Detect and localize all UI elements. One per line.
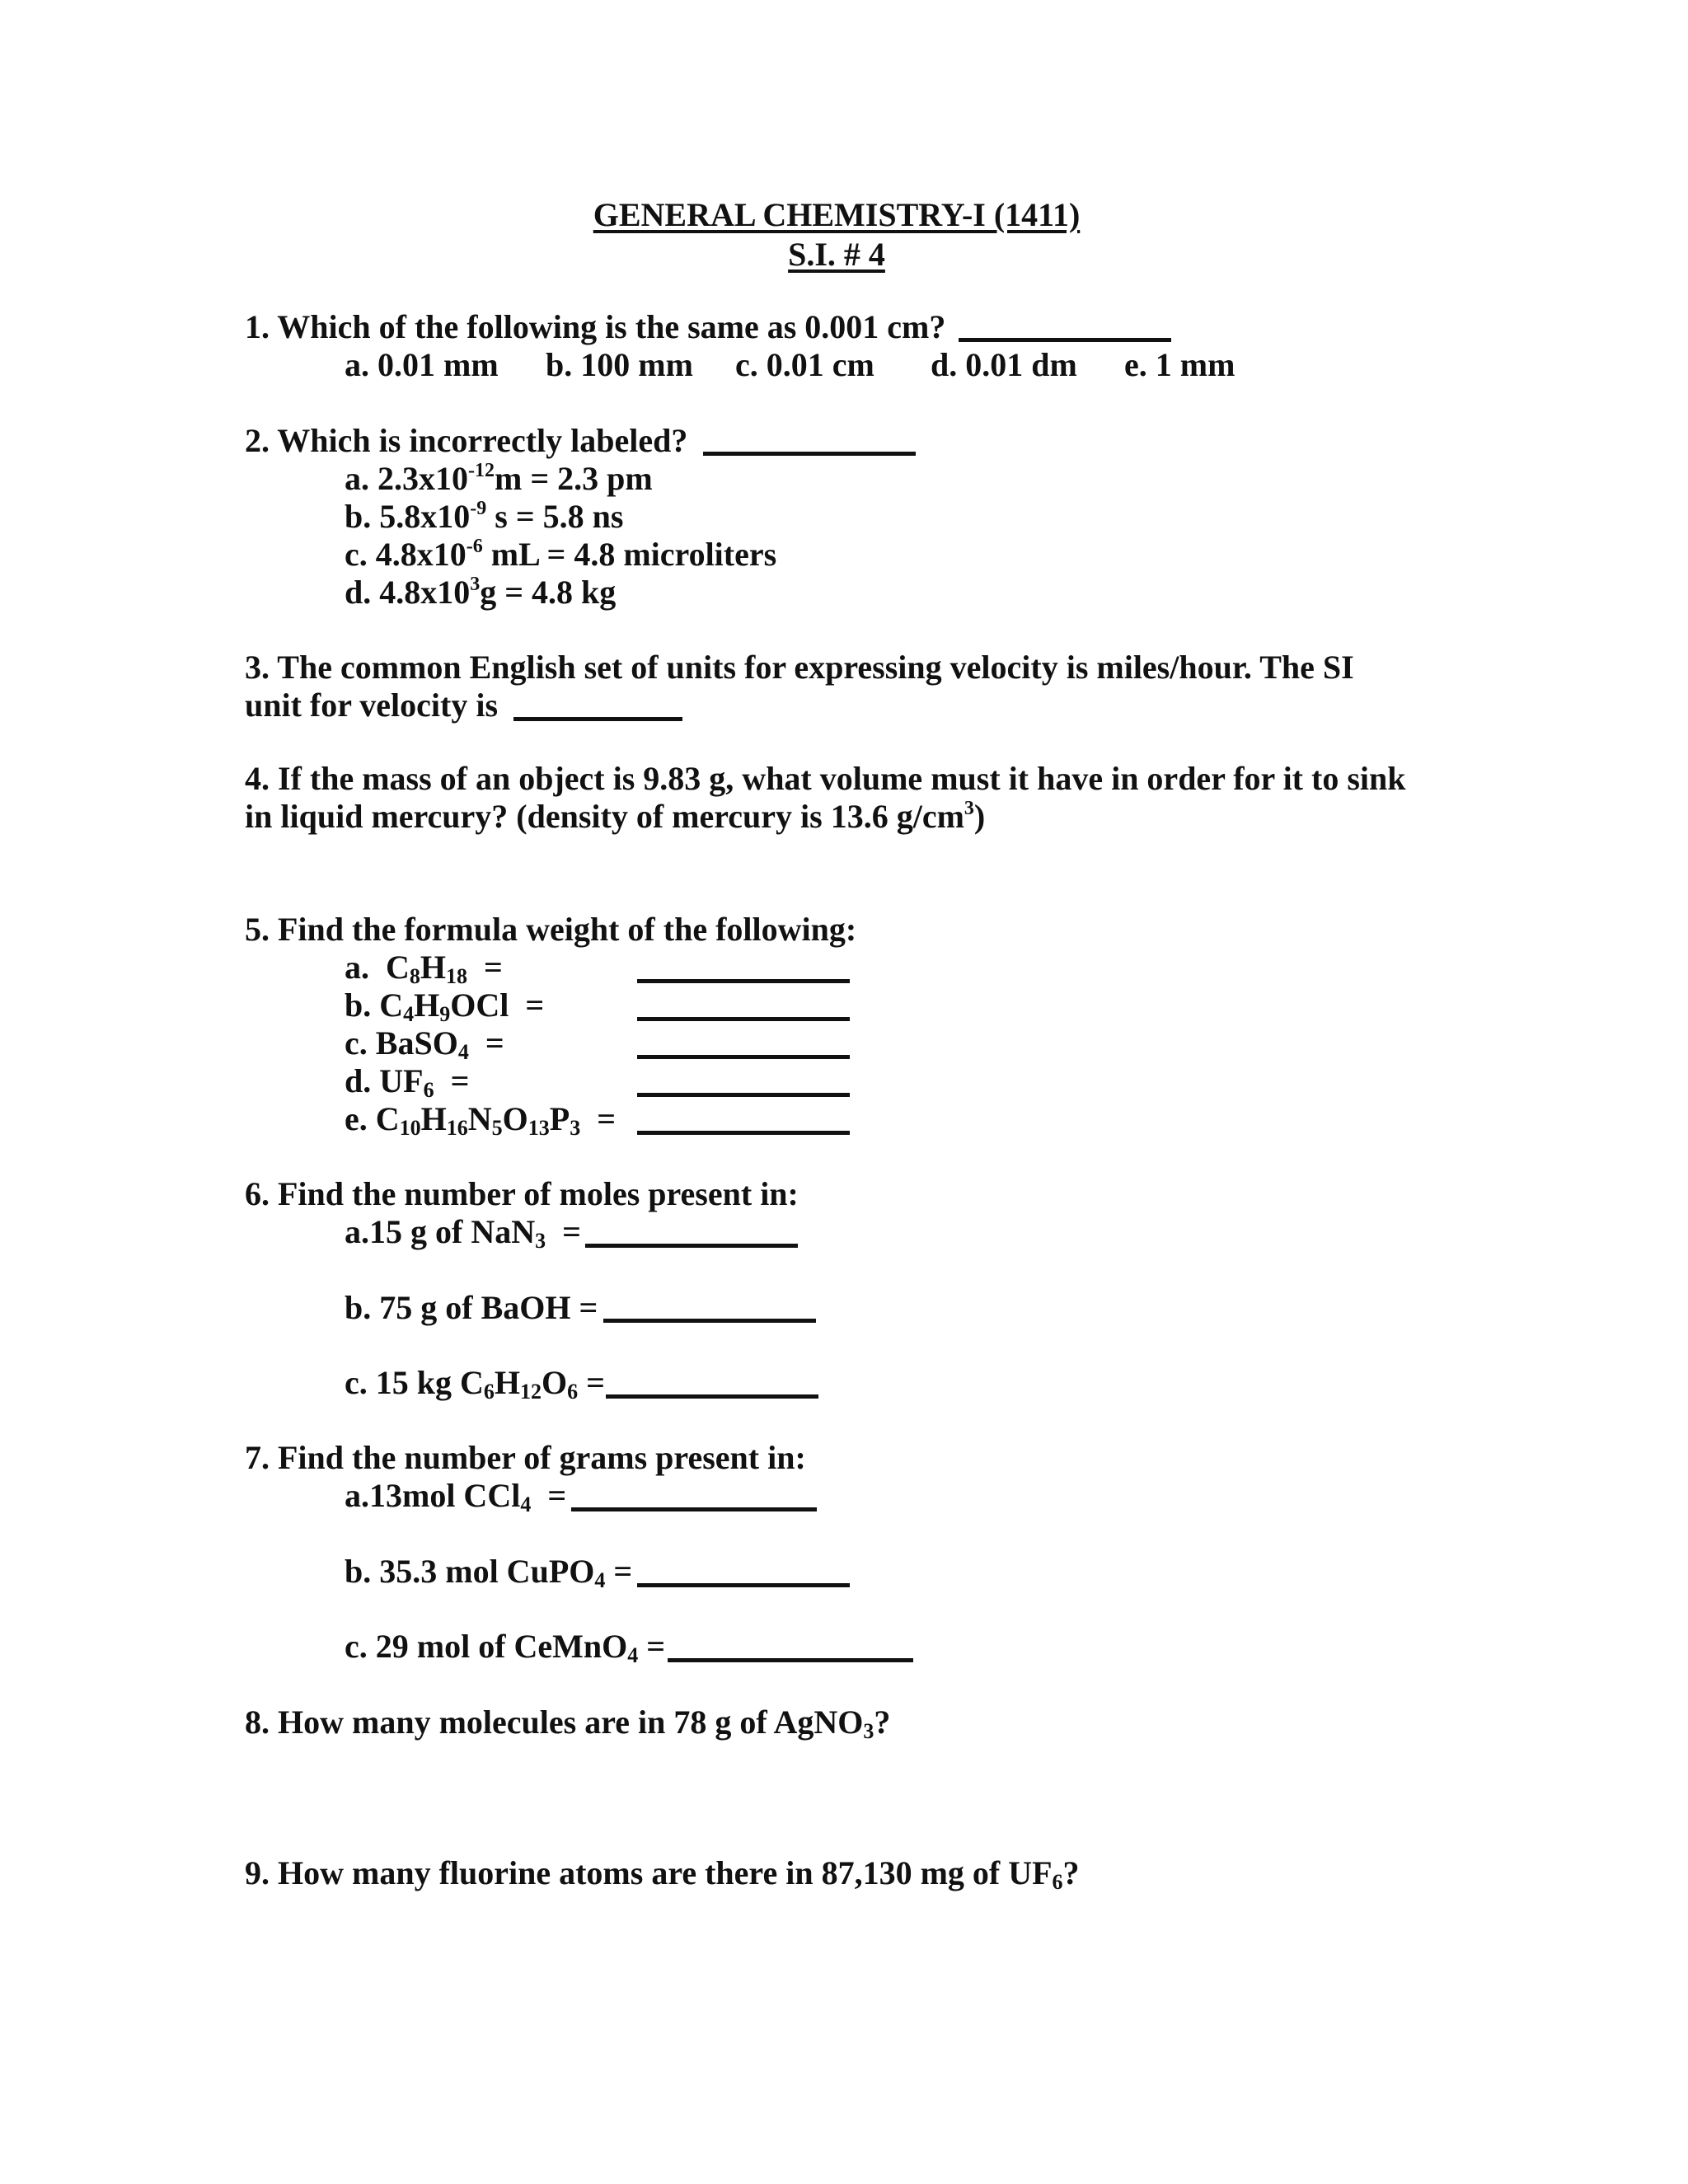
q6-blank-c[interactable]	[606, 1394, 818, 1399]
q5-item-d: d. $UF_6$ =	[345, 1062, 470, 1102]
q5-item-a: a. $C_8H_{18}$ =	[345, 949, 503, 988]
q6-item-b: b. 75 g of BaOH =	[345, 1289, 598, 1326]
question-8: 8. How many molecules are in 78 g of AgNO$_3$?	[245, 1704, 891, 1743]
question-4-line2: in liquid mercury? (density of mercury is 13.6 $g/cm^3$)	[245, 798, 986, 835]
q7-item-a: a.13mol CCl$_4$ =	[345, 1477, 567, 1516]
q7-blank-c[interactable]	[668, 1658, 913, 1662]
answer-blank-2[interactable]	[703, 452, 916, 456]
q2-option-c: c. $4.8x10^{-6}$ mL = 4.8 microliters	[345, 536, 777, 573]
q6-item-c: c. 15 kg $C_6H_{12}O_6$ =	[345, 1364, 605, 1404]
q1-option-c: c. 0.01 cm	[735, 346, 874, 383]
question-9: 9. How many fluorine atoms are there in 87,130 mg of $UF_6$?	[245, 1854, 1080, 1894]
question-3-line2: unit for velocity is	[245, 687, 499, 724]
q2-option-a: a. $2.3x10^{-12}m = 2.3$ pm	[345, 460, 653, 497]
answer-blank-3[interactable]	[513, 717, 682, 721]
q5-blank-c[interactable]	[637, 1055, 850, 1059]
question-7: 7. Find the number of grams present in:	[245, 1439, 806, 1476]
page-subtitle: S.I. # 4	[788, 236, 885, 273]
q7-blank-a[interactable]	[571, 1507, 817, 1511]
question-3-line1: 3. The common English set of units for expressing velocity is miles/hour. The SI	[245, 649, 1354, 686]
answer-blank-1[interactable]	[959, 338, 1171, 342]
question-4-line1: 4. If the mass of an object is 9.83 g, what volume must it have in order for it to sink	[245, 760, 1406, 797]
q6-blank-a[interactable]	[585, 1244, 798, 1248]
q7-blank-b[interactable]	[637, 1583, 850, 1587]
q5-blank-d[interactable]	[637, 1093, 850, 1097]
page-title: GENERAL CHEMISTRY-I (1411)	[593, 196, 1081, 233]
q5-blank-e[interactable]	[637, 1131, 850, 1135]
q2-option-d: d. $4.8x10^3g = 4.8$ kg	[345, 574, 617, 611]
q6-item-a: a.15 g of NaN$_3$ =	[345, 1213, 581, 1253]
q5-item-e: e. $C_{10}H_{16}N_5O_{13}P_3$ =	[345, 1100, 617, 1140]
question-5: 5. Find the formula weight of the following:	[245, 911, 857, 948]
q1-option-e: e. 1 mm	[1124, 346, 1236, 383]
q5-blank-a[interactable]	[637, 979, 850, 983]
q7-item-c: c. 29 mol of CeMnO$_4$ =	[345, 1628, 666, 1667]
q5-item-b: b. $C_4H_9OCl$ =	[345, 987, 545, 1026]
q7-item-b: b. 35.3 mol CuPO$_4$ =	[345, 1553, 633, 1592]
question-2: 2. Which is incorrectly labeled?	[245, 422, 688, 459]
q5-item-c: c. BaSO$_4$ =	[345, 1024, 504, 1064]
q1-option-a: a. 0.01 mm	[345, 346, 499, 383]
q1-option-b: b. 100 mm	[546, 346, 693, 383]
q2-option-b: b. $5.8x10^{-9}$ s = 5.8 ns	[345, 498, 624, 535]
question-6: 6. Find the number of moles present in:	[245, 1175, 799, 1212]
q5-blank-b[interactable]	[637, 1017, 850, 1021]
question-1: 1. Which of the following is the same as 0.001 cm?	[245, 308, 946, 345]
q1-option-d: d. 0.01 dm	[931, 346, 1077, 383]
q6-blank-b[interactable]	[603, 1319, 816, 1323]
